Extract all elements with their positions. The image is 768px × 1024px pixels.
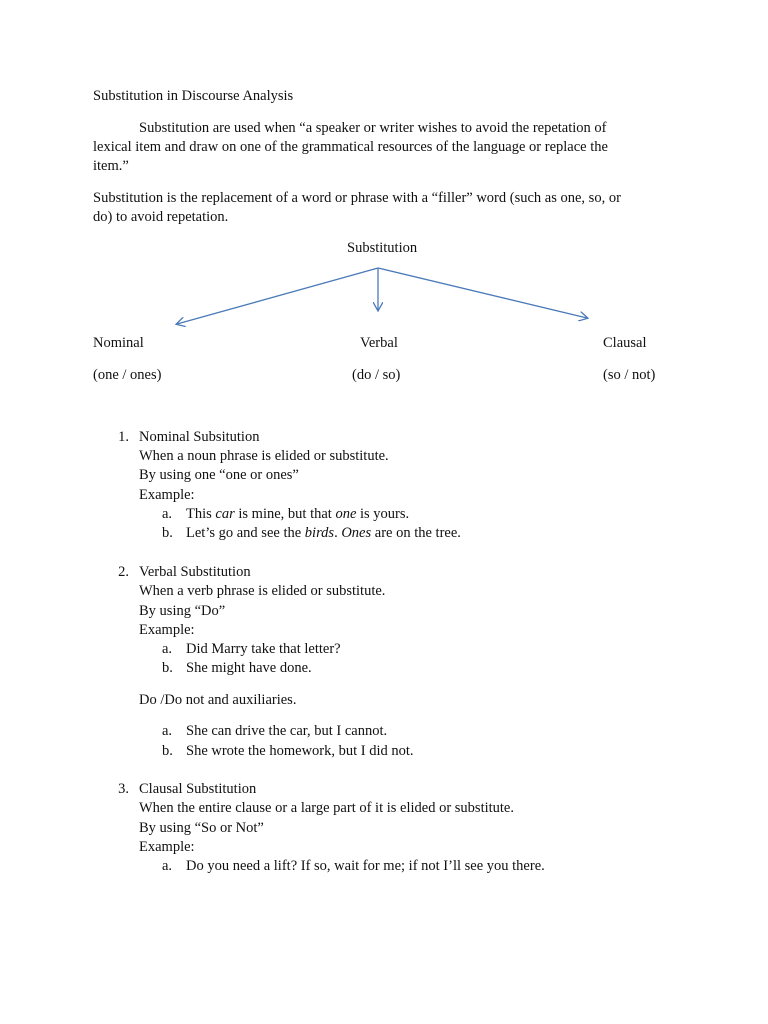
intro-line-3: item.”	[93, 158, 129, 174]
example-text: She can drive the car, but I cannot.	[186, 723, 388, 739]
section-2-using: By using “Do”	[139, 603, 226, 619]
branch-nominal-fillers: (one / ones)	[93, 367, 162, 383]
section-2-aux-heading: Do /Do not and auxiliaries.	[139, 692, 297, 708]
section-2-example-a	[162, 640, 341, 659]
section-3-example-a	[162, 857, 545, 876]
example-text: She might have done.	[186, 660, 312, 676]
section-3-title: Clausal Substitution	[139, 781, 257, 797]
section-2-example-b	[162, 659, 312, 678]
section-1-heading	[107, 428, 259, 447]
example-text: Did Marry take that letter?	[186, 641, 341, 657]
example-text: This car is mine, but that one is yours.	[186, 506, 410, 522]
branch-verbal-label: Verbal	[360, 335, 398, 351]
section-3-example-label: Example:	[139, 839, 195, 855]
section-1-using: By using one “one or ones”	[139, 467, 299, 483]
arrow-to-clausal	[378, 268, 587, 318]
section-3-number: 3.	[118, 781, 129, 797]
section-2-aux-a	[162, 722, 387, 741]
section-3-heading	[107, 780, 256, 799]
example-marker: a.	[162, 858, 173, 874]
section-2-heading	[107, 563, 251, 582]
example-text: She wrote the homework, but I did not.	[186, 743, 414, 759]
example-text: Do you need a lift? If so, wait for me; if not I’ll see you there.	[186, 858, 545, 874]
section-1-example-a	[162, 505, 409, 524]
example-marker: a.	[162, 723, 173, 739]
diagram-root-label: Substitution	[347, 240, 418, 256]
section-1-desc: When a noun phrase is elided or substitute.	[139, 448, 389, 464]
section-1-title: Nominal Subsitution	[139, 429, 260, 445]
example-marker: b.	[162, 743, 173, 759]
example-text: Let’s go and see the birds. Ones are on the tree.	[186, 525, 461, 541]
branch-verbal-fillers: (do / so)	[352, 367, 401, 383]
arrow-to-nominal	[177, 268, 378, 324]
section-1-example-b	[162, 524, 461, 543]
definition-line-2: do) to avoid repetation.	[93, 209, 229, 225]
section-3-desc: When the entire clause or a large part of it is elided or substitute.	[139, 800, 514, 816]
intro-line-1: Substitution are used when “a speaker or writer wishes to avoid the repetation of	[139, 120, 607, 136]
branch-clausal-label: Clausal	[603, 335, 647, 351]
section-2-desc: When a verb phrase is elided or substitute.	[139, 583, 386, 599]
example-marker: b.	[162, 525, 173, 541]
branch-nominal-label: Nominal	[93, 335, 144, 351]
section-2-title: Verbal Substitution	[139, 564, 251, 580]
branch-clausal-fillers: (so / not)	[603, 367, 656, 383]
intro-line-2: lexical item and draw on one of the grammatical resources of the language or replace the	[93, 139, 608, 155]
example-marker: b.	[162, 660, 173, 676]
example-marker: a.	[162, 641, 173, 657]
example-marker: a.	[162, 506, 173, 522]
section-3-using: By using “So or Not”	[139, 820, 264, 836]
page-title: Substitution in Discourse Analysis	[93, 88, 294, 104]
section-2-number: 2.	[118, 564, 129, 580]
section-1-number: 1.	[118, 429, 129, 445]
definition-line-1: Substitution is the replacement of a word or phrase with a “filler” word (such as one, so, or	[93, 190, 621, 206]
section-1-example-label: Example:	[139, 487, 195, 503]
section-2-aux-b	[162, 742, 414, 761]
section-2-example-label: Example:	[139, 622, 195, 638]
